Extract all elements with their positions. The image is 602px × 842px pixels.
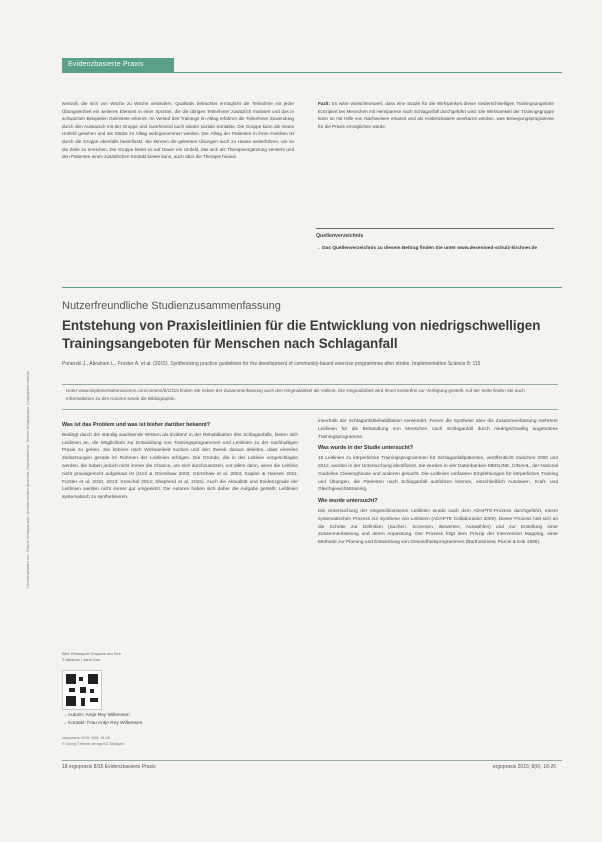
- side-copyright: [24, 110, 32, 590]
- study-text: 15 Leitlinien zu körperlichen Trainingsprogrammen für Schlaganfallpatienten, veröffentlicht zwischen 2000 und 2012, wurden in der Untersuchung identifiziert. Sie wurden in vier Datenbanken MEDLINE, CINAHL, der National Guideline Clearinghouse und anderen gesucht. Die Leitlinien umfassen Empfehlungen für körperliches Training und Übungen, die Patienten nach Schlaganfall ausführen können, einschließlich Ausdauer-, Kraft- und Gleichgewichtstraining.: [318, 456, 558, 493]
- footer-left: 18 ergopraxis 8/15 Evidenzbasierte Praxis: [62, 764, 156, 770]
- question-text: Bedingt durch die ständig wachsende Wissen als Evidenz in der Rehabilitation des Schlaganfalls, bieten sich Leitlinien an, die Möglichkeit zur Entwicklung von Trainingsprogrammen und Leitlinien zu der nachhaltigen Praxis zu geben. Sie können nach Wirksamkeit suchen und den Zweck daraus ableiten, dass einzelne Zielsetzungen gerade im Rahmen der Leitlinien erfolgen. Die Gründe, die in der Leitlinie vorgeschlagen werden, die haben jedoch nicht immer die Chance, um sich durchzusetzen, vor allem dann, wenn die Leitlinie nicht praxisgerecht aufgebaut ist (Grol & Grimshaw 2003; Grimshaw et al. 2004; Kaplan & Hansen 2011; Forster et al. 2010, 2013; Kroschel 2014; Shepherd et al. 2015). Auch die Aktualität und Evidenzgrade der Leitlinien werden nicht immer gut umgesetzt. Die Autoren haben sich daher die Aufgabe gestellt, Leitlinien systematisch zu synthetisieren.: [62, 432, 298, 501]
- intro-text: innerhalb der Schlaganfallrehabilitation verwendet. Ferner die Synthese über die Zusammenfassung mehrerer Leitlinien für die Behandlung von Menschen nach Schlaganfall durch niedrigschwellig angebotene Trainingsprogramme.: [318, 419, 558, 440]
- section-tab: Evidenzbasierte Praxis: [62, 58, 174, 72]
- article-notice: Unter www.implementationscience.com/content/8/1/115 finden Sie neben der Zusammenfassung auch den Originalartikel als Volltext. Die Originalarbeit wird Ihnen kostenfrei zur Verfügung gestellt. Auf der Seite finden Sie auch Informationen zu den Autoren sowie die Bibliographie.: [62, 384, 558, 410]
- body-right-column: [318, 418, 558, 547]
- author-block: [62, 712, 142, 728]
- references-rule: [316, 228, 554, 229]
- method-heading: Wie wurde untersucht?: [318, 498, 378, 505]
- article-citation: Poranski J., Abraham L., Forster A. et al. (2015). Synthesizing practice guidelines for the development of community-based exercise programmes after stroke. Implementation Science 8: 115: [62, 361, 481, 367]
- header-rule: [62, 72, 562, 73]
- references-title: Quellenverzeichnis: [316, 233, 364, 239]
- references-link[interactable]: → Das Quellenverzeichnis zu diesem Beitrag finden Sie unter www.desenioed-schulz-kirchner.de: [316, 246, 538, 251]
- top-right-column: [318, 100, 554, 130]
- fazit-label: Fazit:: [318, 101, 330, 106]
- references-box: [316, 228, 554, 272]
- footer-rule: [62, 760, 562, 761]
- publication-info: ergopraxis 2015; 8(6): 18-26 © Georg Thieme Verlag KG Stuttgart: [62, 736, 124, 746]
- section-rule: [62, 287, 562, 288]
- body-left-column: [62, 418, 298, 502]
- study-heading: Was wurde in der Studie untersucht?: [318, 445, 414, 452]
- top-left-column: wertvoll, die sich von Woche zu Woche verändern. Qualitativ betrachtet ermöglicht die Teilnahme mit jeder Übungseinheit ein weiteres Element in einer Sportart, die die übrigen Teilnehmer zusätzlich motiviert und das in schwachen Beispielen Geleistete erkennt. Im Verlauf des Trainings im Alltag erfahren die Teilnehmer Zuwendung durch den Austausch mit der Gruppe und zunehmend auch wieder soziale Kontakte. Die Gruppe kann als neues Umfeld gesehen und als Stütze im Alltag wahrgenommen werden. Der Alltag der Patienten in ihren Familien ist durch die Gruppe ebenfalls beeinflusst. Sie können die gelernten Übungen auch zu Hause weiterführen, um so die Ziele zu erreichen. Die Gruppe bietet so auf Dauer ein Umfeld, das sich als Therapieergänzung versteht und den Patienten einen zusätzlichen Kontakt bieten kann, auch über die Therapie hinaus.: [62, 101, 294, 160]
- image-credit: Bild: Rehasport Gruppen am See © Alliance / Jane Doe: [62, 651, 121, 662]
- article-kicker: Nutzerfreundliche Studienzusammenfassung: [62, 300, 281, 312]
- side-copyright-text: Heruntergeladen von: Thieme Verlagsgruppe. Urheberrechtlich geschützt. Downloaded by: Thieme Verlagsgruppe. Copyrighted material.: [26, 370, 30, 588]
- fazit-text: Es wäre wünschenswert, dass eine Studie für die Wirksamkeit dieser niederschwelligen Trainingsangebote konzipiert bei Menschen mit Hemiparese nach Schlaganfall durchgeführt wird. Die Wirksamkeit der Trainingsgruppe kann so mit Hilfe von Nachweisen erkannt und als evidenzbasiert anerkannt werden, was Bewegungsprogramme für die Praxis ermöglichen würde.: [318, 101, 554, 129]
- question-heading: Was ist das Problem und was ist bisher darüber bekannt?: [62, 422, 211, 428]
- method-text: Die Untersuchung der eingeschlossenen Leitlinien wurde nach dem ADAPTE-Prozess durchgeführt, einem systematischen Prozess zur Synthese von Leitlinien (ADAPTE Collaboration 2009). Dieser Prozess hält sich an die Schritte zur Definition (Suchen, Screenen, Bewerten, Auswählen) und zur Erstellung einer Zusammenfassung und deren Anpassung. Der Prozess folgt dem Prinzip der Intervention Mapping, einer Methode zur Planung und Entwicklung von Gesundheitsprogrammen (Bartholomew, Parcel & Kok 1998).: [318, 508, 558, 546]
- article-headline: Entstehung von Praxisleitlinien für die Entwicklung von niedrigschwelligen Trainingsangeboten für Menschen nach Schlaganfall: [62, 318, 541, 351]
- footer-right: ergopraxis 2015; 8(6): 18-26: [492, 764, 556, 770]
- qr-pattern: [66, 674, 98, 706]
- author-name: → Autorin: Antje Rey Willemsen: [62, 713, 130, 718]
- qr-code-icon[interactable]: [62, 670, 102, 710]
- author-contact: → Kontakt: Frau Antje Rey Willemsen: [62, 721, 143, 726]
